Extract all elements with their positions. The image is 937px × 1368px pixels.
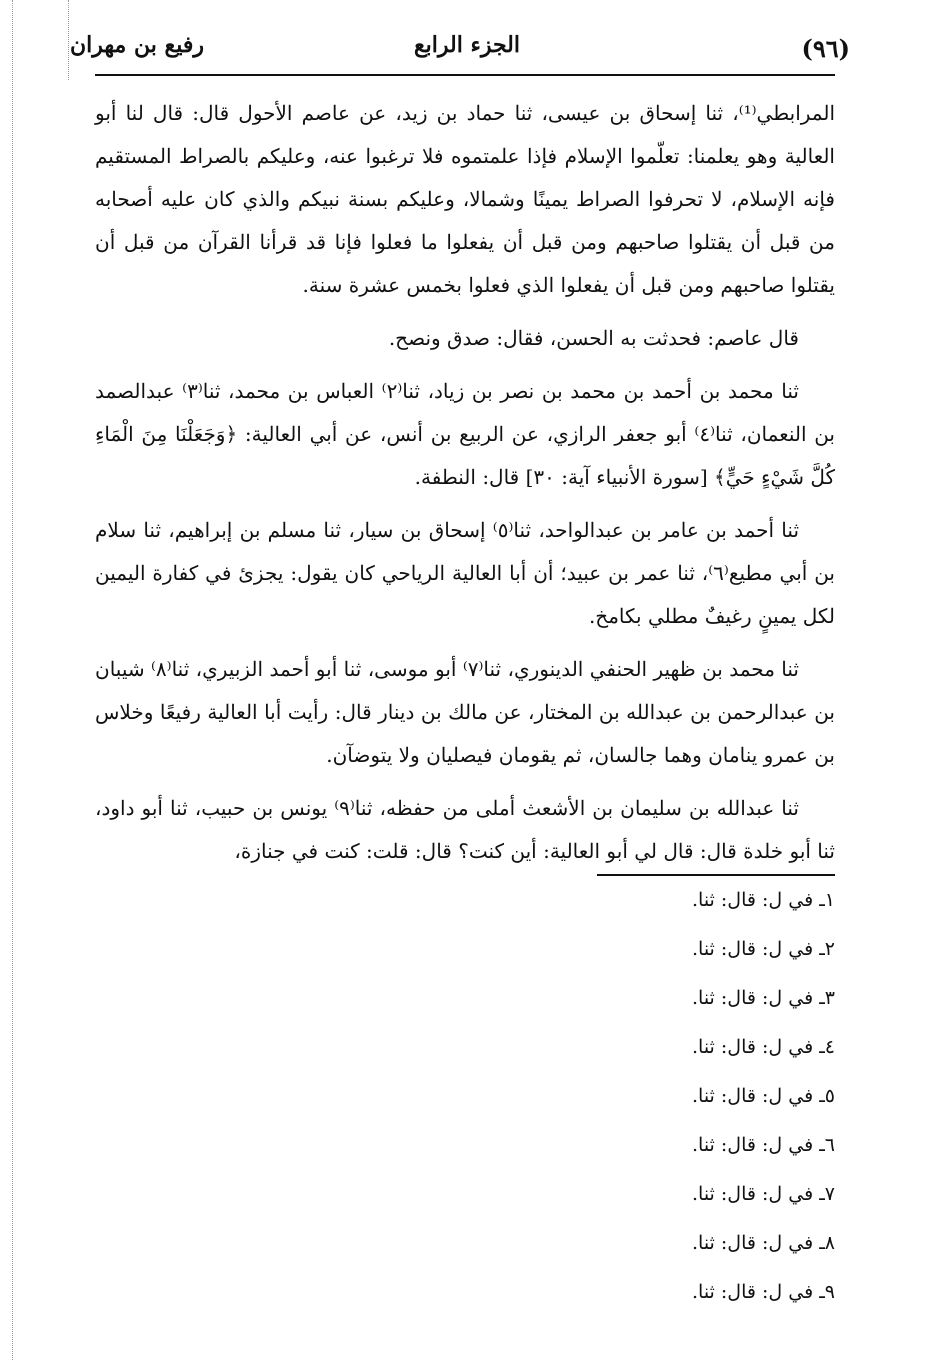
footnote: ١ـ في ل: قال: ثنا. bbox=[692, 889, 835, 911]
footnote: ٩ـ في ل: قال: ثنا. bbox=[692, 1281, 835, 1303]
paragraph: المرابطي⁽¹⁾، ثنا إسحاق بن عيسى، ثنا حماد بن زيد، عن عاصم الأحول قال: قال لنا أبو العالية وهو يعلمنا: تعلّموا الإسلام فإذا علمتموه فلا ترغبوا عنه، وعليكم بالصراط المستقيم فإنه الإسلام، لا تحرفوا الصراط يمينًا وشمالا، وعليكم بسنة نبيكم والذي كان عليه أصحابه من قبل أن يقتلوا صاحبهم ومن قبل أن يفعلوا ما فعلوا فإنا قد قرأنا القرآن من قبل أن يقتلوا صاحبهم ومن قبل أن يفعلوا الذي فعلوا بخمس عشرة سنة. bbox=[95, 101, 835, 297]
paragraph: ثنا محمد بن ظهير الحنفي الدينوري، ثنا⁽٧⁾ أبو موسى، ثنا أبو أحمد الزبيري، ثنا⁽٨⁾ شيبان بن عبدالرحمن بن عبدالله بن المختار، عن مالك بن دينار قال: رأيت أبا العالية رفيعًا وخلاس بن عمرو ينامان وهما جالسان، ثم يقومان فيصليان ولا يتوضآن. bbox=[95, 657, 835, 767]
part-title: الجزء الرابع bbox=[413, 32, 520, 58]
scan-edge-marks-left bbox=[12, 0, 13, 1360]
footnote: ٥ـ في ل: قال: ثنا. bbox=[692, 1085, 835, 1107]
paragraph: ثنا عبدالله بن سليمان بن الأشعث أملى من حفظه، ثنا⁽٩⁾ يونس بن حبيب، ثنا أبو داود، ثنا أبو خلدة قال: قال لي أبو العالية: أين كنت؟ قال: قلت: كنت في جنازة، bbox=[95, 796, 835, 863]
running-header bbox=[70, 28, 850, 68]
footnote: ٧ـ في ل: قال: ثنا. bbox=[692, 1183, 835, 1205]
footnote: ٨ـ في ل: قال: ثنا. bbox=[692, 1232, 835, 1254]
footnotes bbox=[535, 878, 835, 1319]
paragraph: قال عاصم: فحدثت به الحسن، فقال: صدق ونصح. bbox=[388, 326, 799, 350]
paragraph: ثنا محمد بن أحمد بن محمد بن نصر بن زياد، ثنا⁽٢⁾ العباس بن محمد، ثنا⁽٣⁾ عبدالصمد بن النعمان، ثنا⁽٤⁾ أبو جعفر الرازي، عن الربيع بن أنس، عن أبي العالية: ﴿وَجَعَلْنَا مِنَ الْمَاءِ كُلَّ شَيْءٍ حَيٍّ﴾ [سورة الأنبياء آية: ٣٠] قال: النطفة. bbox=[95, 379, 835, 489]
footnote-separator bbox=[597, 874, 835, 876]
scan-edge-marks bbox=[68, 0, 69, 80]
footnote: ٢ـ في ل: قال: ثنا. bbox=[692, 938, 835, 960]
footnote: ٦ـ في ل: قال: ثنا. bbox=[692, 1134, 835, 1156]
header-rule bbox=[95, 74, 835, 76]
chapter-name: رفيع بن مهران bbox=[70, 32, 205, 58]
footnote: ٤ـ في ل: قال: ثنا. bbox=[692, 1036, 835, 1058]
footnote: ٣ـ في ل: قال: ثنا. bbox=[692, 987, 835, 1009]
paragraph: ثنا أحمد بن عامر بن عبدالواحد، ثنا⁽٥⁾ إسحاق بن سيار، ثنا مسلم بن إبراهيم، ثنا سلام بن أبي مطيع⁽٦⁾، ثنا عمر بن عبيد؛ أن أبا العالية الرياحي كان يقول: يجزئ في كفارة اليمين لكل يمينٍ رغيفٌ مطلي بكامخ. bbox=[95, 518, 835, 628]
main-text bbox=[95, 92, 835, 883]
page-number: (٩٦) bbox=[801, 34, 850, 63]
